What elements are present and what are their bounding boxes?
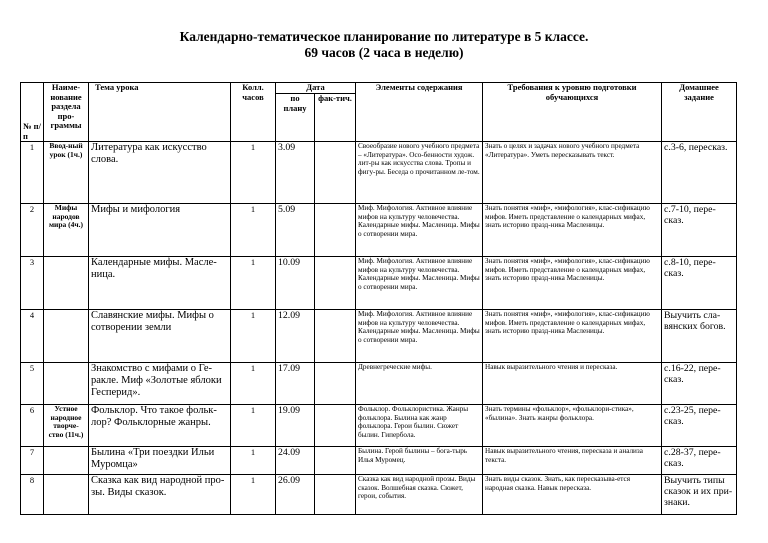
row-fact-date [315, 363, 356, 405]
row-num: 7 [21, 447, 44, 475]
row-content: Миф. Мифология. Активное влияние мифов на культуру человечества. Календарные мифы. Масленица. Мифы о сотворении мира. [356, 257, 483, 310]
header-section: Наиме-нование раздела про-граммы [44, 83, 89, 142]
row-topic: Фольклор. Что такое фольк-лор? Фольклорные жанры. [89, 405, 231, 447]
header-hours: Колл. часов [231, 83, 276, 142]
header-date-plan: по плану [276, 94, 315, 142]
row-topic: Литература как искусство слова. [89, 142, 231, 204]
row-homework: Выучить типы сказок и их при-знаки. [662, 475, 737, 515]
row-topic: Сказка как вид народной про-зы. Виды сказок. [89, 475, 231, 515]
row-homework: с.3-6, пересказ. [662, 142, 737, 204]
row-num: 1 [21, 142, 44, 204]
row-hours: 1 [231, 475, 276, 515]
page-subtitle: 69 часов (2 часа в неделю) [304, 45, 464, 60]
table-row [21, 405, 737, 447]
row-requirements: Знать понятия «миф», «мифология», клас-сификацию мифов. Иметь представление о календарных мифах, знать историю празд-ника Масленицы. [483, 204, 662, 257]
row-hours: 1 [231, 447, 276, 475]
row-requirements: Знать понятия «миф», «мифология», клас-сификацию мифов. Иметь представление о календарных мифах, знать историю празд-ника Масленицы. [483, 257, 662, 310]
header-topic: Тема урока [89, 83, 231, 142]
header-num: № п/п [21, 83, 44, 142]
table-row [21, 142, 737, 204]
row-homework: Выучить сла-вянских богов. [662, 310, 737, 363]
row-content: Сказка как вид народной прозы. Виды сказок. Волшебная сказка. Сюжет, герои, события. [356, 475, 483, 515]
row-fact-date [315, 204, 356, 257]
row-plan-date: 5.09 [276, 204, 315, 257]
row-plan-date: 12.09 [276, 310, 315, 363]
row-topic: Знакомство с мифами о Ге-ракле. Миф «Золотые яблоки Гесперид». [89, 363, 231, 405]
header-content: Элементы содержания [356, 83, 483, 142]
row-topic: Былина «Три поездки Ильи Муромца» [89, 447, 231, 475]
header-date: Дата [276, 83, 356, 94]
table-row [21, 447, 737, 475]
row-topic: Славянские мифы. Мифы о сотворении земли [89, 310, 231, 363]
header-row [21, 83, 737, 94]
row-plan-date: 26.09 [276, 475, 315, 515]
row-section [44, 447, 89, 475]
row-section [44, 310, 89, 363]
row-homework: с.8-10, пере-сказ. [662, 257, 737, 310]
row-num: 6 [21, 405, 44, 447]
row-num: 4 [21, 310, 44, 363]
row-homework: с.28-37, пере-сказ. [662, 447, 737, 475]
table-row [21, 310, 737, 363]
row-requirements: Знать о целях и задачах нового учебного предмета «Литература». Уметь пересказывать текст. [483, 142, 662, 204]
row-topic: Календарные мифы. Масле-ница. [89, 257, 231, 310]
row-section [44, 363, 89, 405]
row-plan-date: 24.09 [276, 447, 315, 475]
row-plan-date: 19.09 [276, 405, 315, 447]
row-content: Древнегреческие мифы. [356, 363, 483, 405]
planning-table [20, 82, 737, 515]
row-requirements: Знать виды сказок. Знать, как пересказыва-ется народная сказка. Навык пересказа. [483, 475, 662, 515]
row-section: Устное народное творче-ство (11ч.) [44, 405, 89, 447]
row-plan-date: 10.09 [276, 257, 315, 310]
table-row [21, 363, 737, 405]
row-num: 8 [21, 475, 44, 515]
header-date-fact: фак-тич. [315, 94, 356, 142]
row-hours: 1 [231, 363, 276, 405]
row-content: Былина. Герой былины – бога-тырь Илья Муромец. [356, 447, 483, 475]
row-section [44, 475, 89, 515]
header-homework: Домашнее задание [662, 83, 737, 142]
row-hours: 1 [231, 405, 276, 447]
page-title: Календарно-тематическое планирование по литературе в 5 классе. [179, 29, 589, 44]
row-section [44, 257, 89, 310]
row-fact-date [315, 475, 356, 515]
row-content: Миф. Мифология. Активное влияние мифов на культуру человечества. Календарные мифы. Масленица. Мифы о сотворении мира. [356, 310, 483, 363]
row-homework: с.7-10, пере-сказ. [662, 204, 737, 257]
row-fact-date [315, 405, 356, 447]
row-requirements: Навык выразительного чтения, пересказа и анализа текста. [483, 447, 662, 475]
table-row [21, 204, 737, 257]
row-homework: с.23-25, пере-сказ. [662, 405, 737, 447]
row-requirements: Знать термины «фольклор», «фольклори-стика», «былина». Знать жанры фольклора. [483, 405, 662, 447]
row-hours: 1 [231, 204, 276, 257]
row-fact-date [315, 142, 356, 204]
table-row [21, 257, 737, 310]
row-content: Миф. Мифология. Активное влияние мифов на культуру человечества. Календарные мифы. Масленица. Мифы о сотворении мира. [356, 204, 483, 257]
row-homework: с.16-22, пере-сказ. [662, 363, 737, 405]
row-num: 5 [21, 363, 44, 405]
row-requirements: Знать понятия «миф», «мифология», клас-сификацию мифов. Иметь представление о календарных мифах, знать историю празд-ника Масленицы. [483, 310, 662, 363]
row-fact-date [315, 257, 356, 310]
row-plan-date: 3.09 [276, 142, 315, 204]
row-num: 2 [21, 204, 44, 257]
row-plan-date: 17.09 [276, 363, 315, 405]
row-topic: Мифы и мифология [89, 204, 231, 257]
table-row [21, 475, 737, 515]
row-section: Мифы народов мира (4ч.) [44, 204, 89, 257]
row-hours: 1 [231, 142, 276, 204]
row-fact-date [315, 447, 356, 475]
row-section: Ввод-ный урок (1ч.) [44, 142, 89, 204]
row-content: Фольклор. Фольклористика. Жанры фольклора. Былина как жанр фольклора. Герои былин. Сюжет былин. Гипербола. [356, 405, 483, 447]
header-requirements: Требования к уровню подготовки обучающихся [483, 83, 662, 142]
row-requirements: Навык выразительного чтения и пересказа. [483, 363, 662, 405]
row-fact-date [315, 310, 356, 363]
row-content: Своеобразие нового учебного предмета – «Литература». Осо-бенности худож. лит-ры как искусства слова. Тропы и фигу-ры. Беседа о прочитанном ле-том. [356, 142, 483, 204]
row-num: 3 [21, 257, 44, 310]
row-hours: 1 [231, 310, 276, 363]
row-hours: 1 [231, 257, 276, 310]
